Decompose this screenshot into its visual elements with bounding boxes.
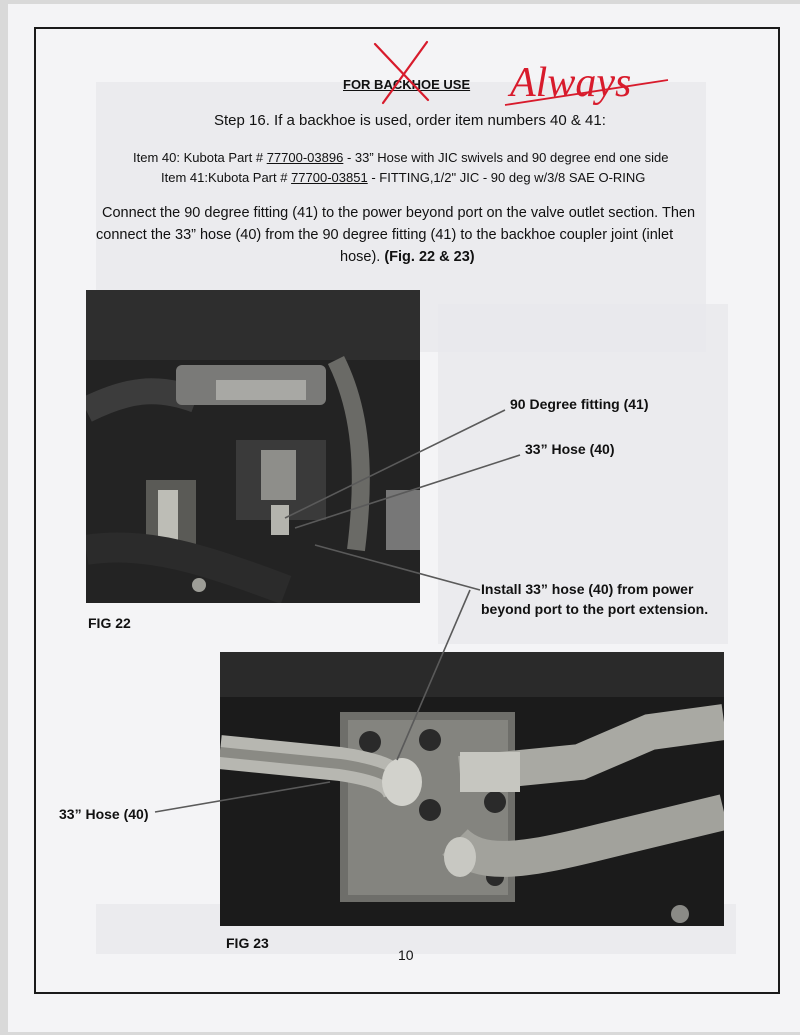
red-strike-x	[375, 42, 428, 103]
leader-hose-top	[295, 455, 520, 528]
instruction-line-3-text: hose).	[340, 249, 381, 265]
callout-install-line-1: Install 33” hose (40) from power	[481, 581, 694, 597]
step-16-text: Step 16. If a backhoe is used, order item numbers 40 & 41:	[214, 112, 606, 129]
fig22-label: FIG 22	[88, 615, 131, 631]
callout-install-line-2: beyond port to the port extension.	[481, 601, 709, 617]
section-heading: FOR BACKHOE USE	[343, 77, 471, 92]
callout-33-hose-bottom: 33” Hose (40)	[59, 806, 149, 822]
callout-33-hose-top: 33” Hose (40)	[525, 441, 615, 457]
instruction-line-2: connect the 33” hose (40) from the 90 degree fitting (41) to the backhoe coupler joint (inlet	[96, 227, 674, 243]
leader-hose-bottom	[155, 782, 330, 812]
leader-fitting	[285, 410, 505, 518]
leader-install	[315, 545, 480, 590]
item-40-prefix: Item 40: Kubota Part #	[133, 150, 267, 165]
item-40-part-number: 77700-03896	[266, 150, 344, 165]
leader-lines	[155, 410, 520, 812]
page-number: 10	[398, 947, 414, 963]
handwritten-note: Always	[510, 60, 632, 106]
fig23-label: FIG 23	[226, 935, 269, 951]
leader-install-fig23	[397, 590, 470, 760]
item-41-description: - FITTING,1/2" JIC - 90 deg w/3/8 SAE O-RING	[367, 170, 646, 185]
item-40-description: - 33” Hose with JIC swivels and 90 degree end one side	[343, 150, 669, 165]
instruction-line-1: Connect the 90 degree fitting (41) to the power beyond port on the valve outlet section. Then	[102, 205, 696, 221]
figure-reference: (Fig. 22 & 23)	[384, 249, 475, 265]
item-41-part-number: 77700-03851	[291, 170, 368, 185]
item-41-prefix: Item 41:Kubota Part #	[161, 170, 292, 185]
callout-90-degree-fitting: 90 Degree fitting (41)	[510, 396, 649, 412]
